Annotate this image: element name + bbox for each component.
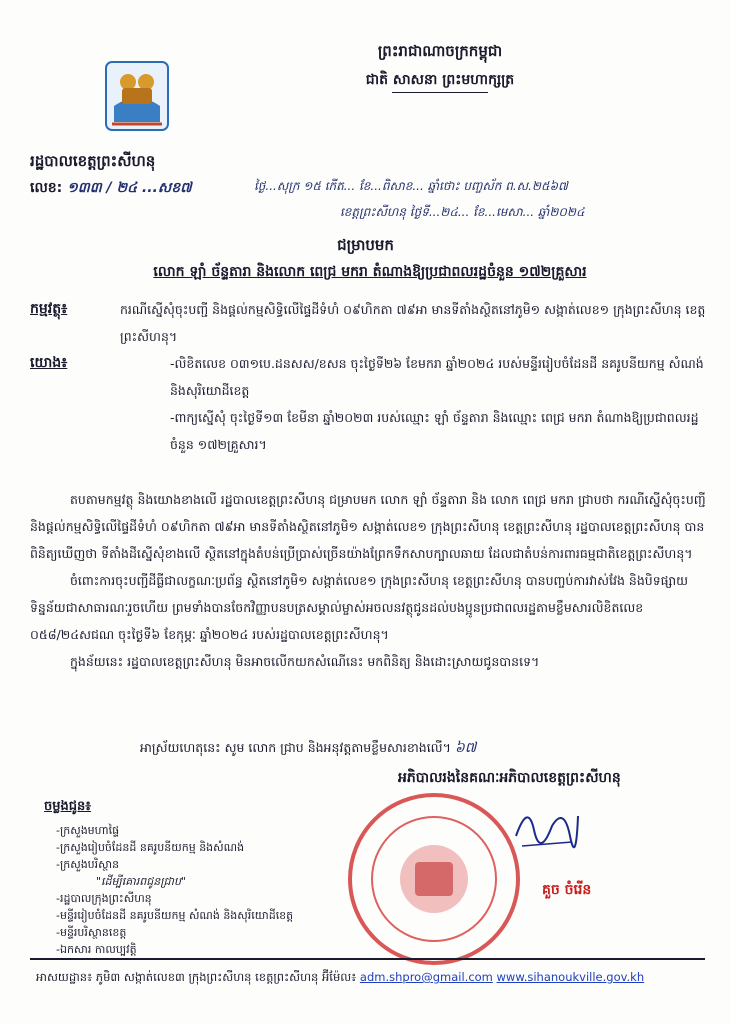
body-paragraph: តបតាមកម្មវត្ថុ និងយោងខាងលើ រដ្ឋបាលខេត្តព្រះសីហនុ ជម្រាបមក លោក ឡាំ ច័ន្ទតារា និង លោក ពេជ្រ មករា ជ្រាបថា ករណីស្នើសុំចុះបញ្ជី និងផ្តល់កម្មសិទ្ធិលើផ្ទៃដីទំហំ ០៩ហិកតា ៧៩អា មានទីតាំងស្ថិតនៅភូមិ១ សង្កាត់លេខ១ ក្រុងព្រះសីហនុ ខេត្តព្រះសីហនុ រដ្ឋបាលខេត្តព្រះសីហនុ បានពិនិត្យឃើញថា ទីតាំងដីស្នើសុំខាងលើ ស្ថិតនៅក្នុងតំបន់ប្រើប្រាស់ច្រើនយ៉ាងព្រែកទឹកសាបក្បាលឆាយ ដែលជាតំបន់ការពារធម្មជាតិខេត្តព្រះសីហនុ។: [30, 492, 706, 561]
cc-note: "ដើម្បីគោរពជូនជ្រាប": [96, 875, 186, 888]
signer-title: អភិបាលរងនៃគណៈអភិបាលខេត្តព្រះសីហនុ: [398, 770, 621, 786]
reference-item: -លិខិតលេខ ០៣១បេ.ដនសស/ខសន ចុះថ្ងៃទី២៦ ខែមករា ឆ្នាំ២០២៤ របស់មន្ទីររៀបចំដែនដី នគរូបនីយកម្ម សំណង់ និងសុរិយោដីខេត្ត: [170, 356, 704, 398]
ref-label: លេខ:: [30, 180, 63, 196]
letter-title: ជម្រាបមក: [337, 236, 394, 254]
subject-label: កម្មវត្ថុ៖: [30, 301, 68, 317]
letter-body: [30, 486, 710, 675]
closing-initials: ៦៧: [454, 740, 477, 756]
cc-item: -រដ្ឋបាលក្រុងព្រះសីហនុ: [56, 892, 152, 905]
sender-admin: រដ្ឋបាលខេត្តព្រះសីហនុ: [30, 152, 156, 170]
cc-item: -មន្ទីរបរិស្ថានខេត្ត: [56, 926, 127, 939]
closing-line: [140, 738, 476, 759]
references-label: យោង៖: [30, 355, 68, 371]
lunar-date: ថ្ងៃ...សុក្រ ១៥ កើត... ខែ...ពិសាខ... ឆ្នាំថោះ បញ្ចស័ក ព.ស.២៥៦៧: [254, 179, 568, 193]
cc-item: -ក្រសួងរៀបចំដែនដី នគរូបនីយកម្ម និងសំណង់: [56, 841, 245, 854]
subject-block: [30, 296, 710, 350]
provincial-emblem: [104, 60, 170, 132]
cc-item: -ឯកសារ កាលប្បវត្តិ: [56, 943, 137, 956]
signer-name: គួច ចំរើន: [542, 882, 592, 898]
cc-list: [56, 822, 386, 958]
signature: [512, 796, 582, 856]
footer-divider: [30, 958, 705, 960]
footer-address: អាសយដ្ឋាន៖ ភូមិ៣ សង្កាត់លេខ៣ ក្រុងព្រះសីហនុ ខេត្តព្រះសីហនុ អ៊ីម៉ែល៖: [36, 970, 357, 984]
cc-title: ចម្លងជូន៖: [44, 799, 91, 814]
footer-email[interactable]: adm.shpro@gmail.com: [359, 970, 493, 984]
national-motto: ជាតិ សាសនា ព្រះមហាក្សត្រ: [365, 72, 515, 88]
cc-item: -ក្រសួងបរិស្ថាន: [56, 858, 120, 871]
cc-item: -មន្ទីររៀបចំដែនដី នគរូបនីយកម្ម សំណង់ និងសុរិយោដីខេត្ត: [56, 909, 294, 922]
closing-text: អាស្រ័យហេតុនេះ សូម លោក ជ្រាប និងអនុវត្តតាមខ្លឹមសារខាងលើ។: [140, 740, 451, 755]
footer: [36, 970, 644, 987]
footer-website[interactable]: www.sihanoukville.gov.kh: [496, 970, 645, 984]
ref-number: ១៣៣ / ២៤ ...សខ៧: [67, 180, 192, 196]
cc-item: -ក្រសួងមហាផ្ទៃ: [56, 824, 120, 837]
reference-item: -ពាក្យស្នើសុំ ចុះថ្ងៃទី១៣ ខែមីនា ឆ្នាំ២០២៣ របស់ឈ្មោះ ឡាំ ច័ន្ទតារា និងឈ្មោះ ពេជ្រ មករា តំណាងឱ្យប្រជាពលរដ្ឋចំនួន ១៧២គ្រួសារ។: [170, 410, 699, 452]
kingdom-heading: ព្រះរាជាណាចក្រកម្ពុជា: [377, 42, 503, 60]
solar-date: ខេត្តព្រះសីហនុ ថ្ងៃទី...២៤... ខែ...មេសា... ឆ្នាំ២០២៤: [340, 205, 585, 219]
body-paragraph: ចំពោះការចុះបញ្ជីដីធ្លីជាលក្ខណៈប្រព័ន្ធ ស្ថិតនៅភូមិ១ សង្កាត់លេខ១ ក្រុងព្រះសីហនុ ខេត្តព្រះសីហនុ បានបញ្ចប់ការវាស់វែង និងបិទផ្សាយទិន្នន័យជាសាធារណៈរួចហើយ ព្រមទាំងបានចែកវិញ្ញាបនបត្រសម្គាល់ម្ចាស់អចលនវត្ថុជូនដល់បងប្អូនប្រជាពលរដ្ឋតាមខ្លឹមសារលិខិតលេខ ០៥៨/២៤សជណ ចុះថ្ងៃទី៦ ខែកុម្ភៈ ឆ្នាំ២០២៤ របស់រដ្ឋបាលខេត្តព្រះសីហនុ។: [30, 573, 688, 642]
motto-divider: [392, 92, 488, 93]
recipient-line: លោក ឡាំ ច័ន្ទតារា និងលោក ពេជ្រ មករា តំណាងឱ្យប្រជាពលរដ្ឋចំនួន ១៧២គ្រួសារ: [153, 264, 587, 280]
subject-text: ករណីស្នើសុំចុះបញ្ជី និងផ្តល់កម្មសិទ្ធិលើផ្ទៃដីទំហំ ០៩ហិកតា ៧៩អា មានទីតាំងស្ថិតនៅភូមិ១ សង្កាត់លេខ១ ក្រុងព្រះសីហនុ ខេត្តព្រះសីហនុ។: [120, 302, 706, 344]
reference-number: [30, 178, 192, 199]
body-paragraph: ក្នុងន័យនេះ រដ្ឋបាលខេត្តព្រះសីហនុ មិនអាចលើកយកសំណើនេះ មកពិនិត្យ និងដោះស្រាយជូនបានទេ។: [70, 654, 540, 669]
references-block: [30, 350, 710, 458]
